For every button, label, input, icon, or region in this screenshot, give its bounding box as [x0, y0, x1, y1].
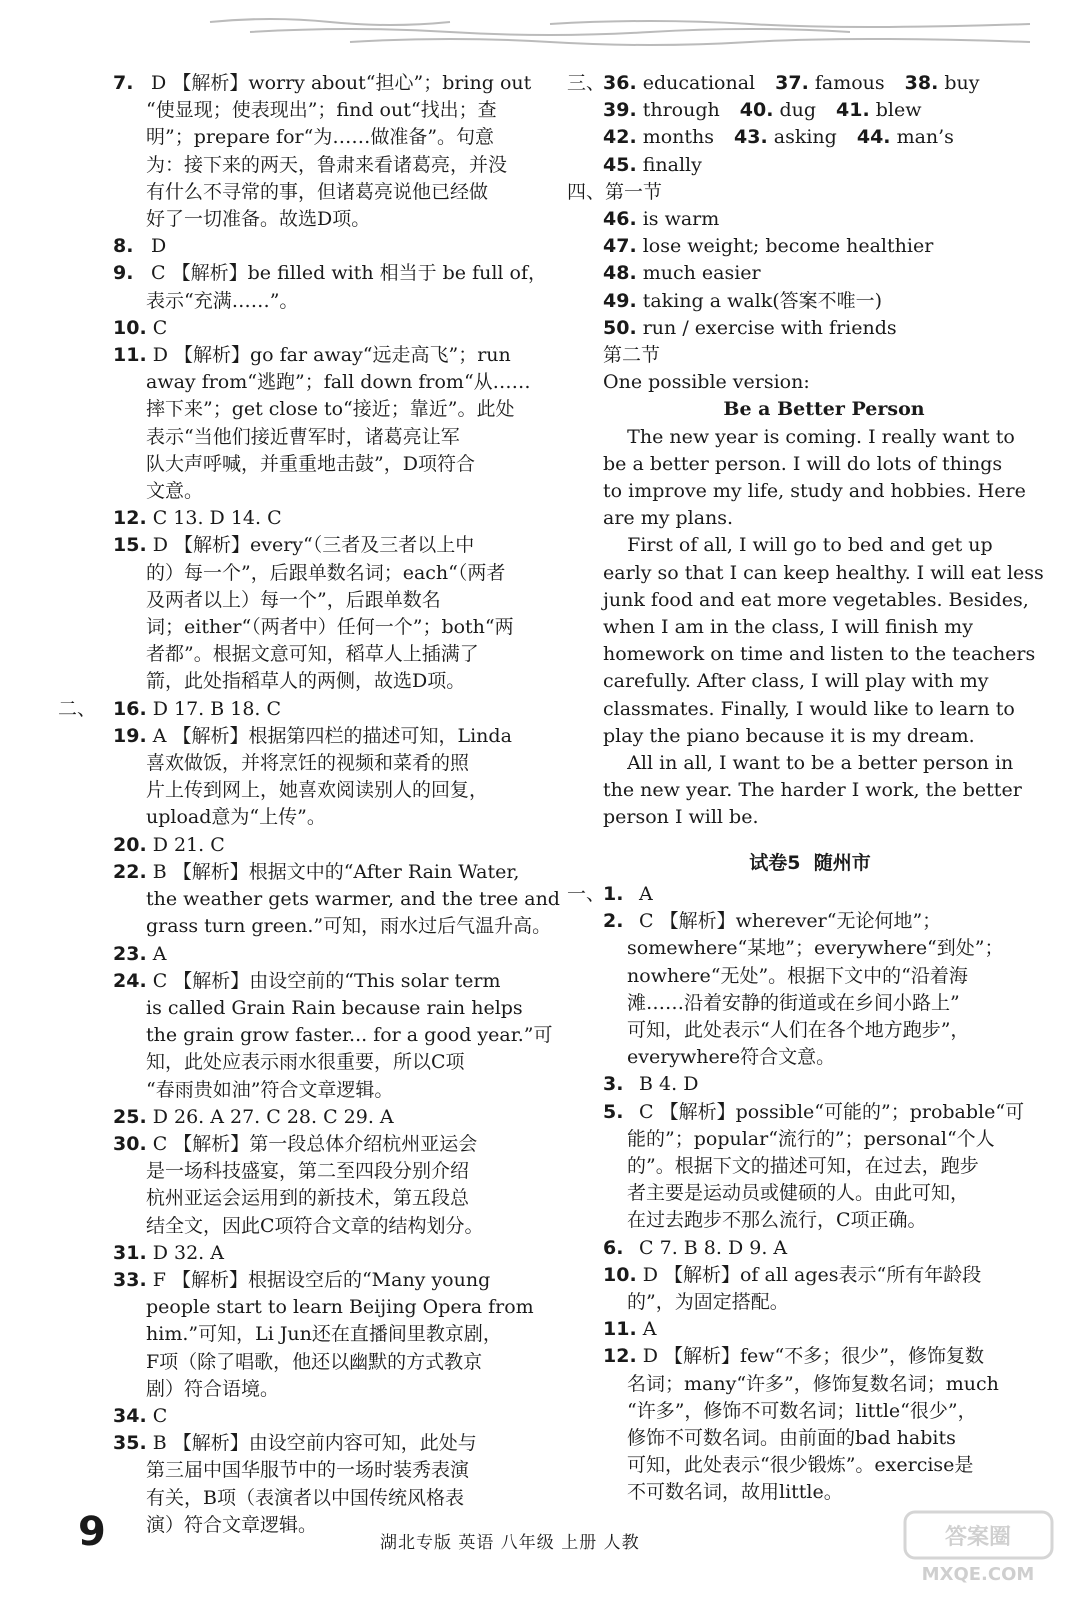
answer-text: 明”；prepare for“为……做准备”。句意: [146, 126, 495, 149]
answer-text: 滩……沿着安静的街道或在乡间小路上”: [627, 991, 960, 1014]
answer-first-line: [575, 1071, 1045, 1098]
answer-text: 杭州亚运会运用到的新技术，第五段总: [146, 1187, 470, 1210]
question-number: 49.: [603, 289, 637, 312]
answer-line: [80, 1294, 560, 1321]
answer-item: [80, 941, 560, 968]
essay-line: The new year is coming. I really want to: [603, 425, 1015, 448]
answer-first-line: [80, 505, 560, 532]
answer-line: [80, 1077, 560, 1104]
question-number: 37.: [775, 72, 809, 94]
question-number: 7.: [113, 72, 134, 94]
answer-line: [575, 1126, 1045, 1153]
question-number: 10.: [113, 316, 147, 339]
answer-item: [80, 723, 560, 832]
answer-text: upload意为“上传”。: [146, 806, 326, 829]
answer-line: [80, 1022, 560, 1049]
answer-text: F 【解析】根据设空后的“Many young: [152, 1268, 491, 1291]
question-number: 20.: [113, 833, 147, 856]
answer-text: C 【解析】wherever“无论何地”；: [639, 910, 942, 933]
answer-line: [80, 886, 560, 913]
question-number: 33.: [113, 1268, 147, 1291]
answer-text: A: [639, 882, 653, 905]
answer-first-line: [80, 1403, 560, 1430]
answer-text: C 【解析】第一段总体介绍杭州亚运会: [152, 1132, 478, 1155]
answer-line: [80, 750, 560, 777]
answer-text: 剧）符合语境。: [146, 1377, 280, 1400]
answer-text: 的）每一个”，后跟单数名词；each“（两者: [146, 561, 506, 584]
right-column: [567, 70, 1045, 1507]
answer-text: run / exercise with friends: [642, 316, 897, 339]
answer-first-line: [80, 260, 560, 287]
question-number: 5.: [603, 1100, 624, 1123]
answer-text: 的”。根据下文的描述可知，在过去，跑步: [627, 1154, 979, 1177]
essay-line: early so that I can keep healthy. I will eat less: [603, 561, 1044, 584]
essay-line: person I will be.: [603, 806, 759, 829]
answer-first-line: [575, 1343, 1045, 1370]
essay-paragraph: [575, 424, 1045, 533]
answer-line: [80, 641, 560, 668]
answer-text: 可知，此处表示“很少锻炼”。exercise是: [627, 1454, 974, 1477]
answer-line: [575, 1207, 1045, 1234]
answer-text: man’s: [896, 126, 954, 149]
question-number: 40.: [739, 99, 774, 122]
watermark-logo: [901, 1508, 1056, 1588]
answer-item: [80, 1430, 560, 1539]
written-answer-row: [575, 233, 1045, 260]
answer-line: [80, 587, 560, 614]
answer-text: 知，此处应表示雨水很重要，所以C项: [146, 1051, 465, 1074]
answer-line: [80, 1485, 560, 1512]
possible-version-label: One possible version:: [603, 371, 810, 394]
answer-text: 的”，为固定搭配。: [627, 1290, 789, 1313]
question-number: 9.: [113, 262, 134, 285]
question-number: 12.: [603, 1345, 637, 1368]
question-number: 41.: [836, 99, 870, 122]
answer-text: D 【解析】go far away“远走高飞”；run: [152, 344, 511, 367]
answer-line: [575, 1289, 1045, 1316]
answer-text: everywhere符合文意。: [627, 1046, 836, 1069]
answer-text: 在过去跑步不那么流行，C项正确。: [627, 1209, 927, 1232]
answer-line: [80, 668, 560, 695]
answer-text: “春雨贵如油”符合文章逻辑。: [146, 1078, 394, 1101]
answer-first-line: [80, 1131, 560, 1158]
answer-item: [80, 260, 560, 314]
answer-text: A 【解析】根据第四栏的描述可知，Linda: [152, 724, 512, 747]
answer-line: [575, 990, 1045, 1017]
question-number: 19.: [113, 724, 147, 747]
answer-item: [80, 532, 560, 695]
answer-item: [575, 1262, 1045, 1316]
answer-item: [575, 1343, 1045, 1506]
answer-line: [80, 206, 560, 233]
section-marker: 一、: [567, 882, 606, 905]
answer-text: 及两者以上）每一个”，后跟单数名: [146, 588, 441, 611]
answer-text: D 21. C: [152, 833, 225, 856]
answer-first-line: [80, 859, 560, 886]
answer-text: 表示“充满……”。: [146, 289, 299, 312]
answer-text: 第三届中国华服节中的一场时装秀表演: [146, 1459, 470, 1482]
answer-first-line: [80, 233, 560, 260]
answer-line: [80, 1185, 560, 1212]
answer-text: B 4. D: [639, 1073, 699, 1096]
answer-text: much easier: [642, 262, 761, 285]
answer-text: 片上传到网上，她喜欢阅读别人的回复，: [146, 779, 489, 802]
answer-text: 摔下来”；get close to“接近；靠近”。此处: [146, 398, 515, 421]
answer-line: [80, 913, 560, 940]
answer-text: C 13. D 14. C: [152, 507, 282, 530]
answer-item: [575, 1099, 1045, 1235]
question-number: 3.: [603, 1073, 624, 1096]
answer-text: 有关，B项（表演者以中国传统风格表: [146, 1486, 464, 1509]
written-answer-row: [575, 260, 1045, 287]
answer-first-line: [567, 881, 1045, 908]
answer-line: [80, 396, 560, 423]
answer-first-line: [80, 832, 560, 859]
question-number: 31.: [113, 1241, 147, 1264]
essay-line: when I am in the class, I will finish my: [603, 616, 973, 639]
answer-text: lose weight; become healthier: [642, 235, 934, 258]
answer-line: [575, 963, 1045, 990]
essay-line: junk food and eat more vegetables. Besides,: [603, 588, 1029, 611]
answer-text: D 32. A: [152, 1241, 224, 1264]
answer-line: [80, 777, 560, 804]
answer-text: is warm: [642, 208, 720, 231]
answer-text: the grain grow faster... for a good year.”可: [146, 1024, 553, 1047]
fill-blank-row: [567, 70, 1045, 97]
answer-line: [575, 1017, 1045, 1044]
answer-text: D: [151, 235, 167, 258]
question-number: 35.: [113, 1432, 147, 1455]
svg-text:答案圈: 答案圈: [944, 1525, 1012, 1550]
essay-line: carefully. After class, I will play with my: [603, 670, 989, 693]
written-answer-row: [575, 315, 1045, 342]
answer-text: educational: [642, 72, 756, 94]
answer-line: [575, 1371, 1045, 1398]
answer-line: [80, 152, 560, 179]
answer-item: [80, 859, 560, 941]
answer-text: him.”可知，Li Jun还在直播间里教京剧，: [146, 1323, 502, 1346]
answer-line: [575, 1180, 1045, 1207]
answer-text: 好了一切准备。故选D项。: [146, 208, 371, 231]
answer-line: [80, 1158, 560, 1185]
answer-text: 者都”。根据文意可知，稻草人上插满了: [146, 643, 479, 666]
answer-line: [80, 614, 560, 641]
answer-text: 有什么不寻常的事，但诸葛亮说他已经做: [146, 180, 489, 203]
left-column: [58, 70, 560, 1539]
answer-line: [575, 1425, 1045, 1452]
answer-item: [575, 1235, 1045, 1262]
svg-text:MXQE.COM: MXQE.COM: [921, 1564, 1035, 1585]
essay-title: Be a Better Person: [723, 398, 925, 421]
answer-line: [575, 935, 1045, 962]
question-number: 22.: [113, 860, 147, 883]
question-number: 47.: [603, 235, 637, 258]
answer-text: blew: [875, 99, 922, 122]
answer-text: D 【解析】of all ages表示“所有年龄段: [642, 1263, 982, 1286]
answer-item: [80, 315, 560, 342]
answer-item: [58, 696, 560, 723]
question-number: 38.: [904, 72, 939, 94]
answer-text: away from“逃跑”；fall down from“从……: [146, 371, 531, 394]
essay-line: homework on time and listen to the teachers: [603, 643, 1036, 666]
answer-first-line: [80, 315, 560, 342]
answer-text: C 【解析】be filled with 相当于 be full of，: [151, 262, 548, 285]
answer-item: [80, 1131, 560, 1240]
answer-text: A: [152, 942, 167, 965]
essay-line: are my plans.: [603, 507, 734, 530]
answer-first-line: [575, 1262, 1045, 1289]
answer-line: [80, 1376, 560, 1403]
answer-text: 喜欢做饭，并将烹饪的视频和菜肴的照: [146, 752, 470, 775]
answer-first-line: [80, 70, 560, 97]
answer-text: 为：接下来的两天，鲁肃来看诸葛亮，并没: [146, 153, 508, 176]
answer-text: 演）符合文章逻辑。: [146, 1513, 318, 1536]
answer-text: 修饰不可数名词。由前面的bad habits: [627, 1426, 956, 1449]
answer-text: through: [642, 99, 720, 122]
answer-item: [567, 881, 1045, 908]
answer-line: [80, 995, 560, 1022]
essay-line: the new year. The harder I work, the better: [603, 779, 1022, 802]
written-answer-row: [575, 288, 1045, 315]
answer-line: [80, 424, 560, 451]
answer-first-line: [58, 696, 560, 723]
answer-first-line: [575, 1235, 1045, 1262]
answer-item: [80, 505, 560, 532]
section-marker: 三、: [567, 72, 606, 94]
answer-text: 不可数名词，故用little。: [627, 1481, 843, 1504]
part-heading: 第二节: [603, 344, 661, 367]
answer-line: [80, 288, 560, 315]
question-number: 42.: [603, 126, 637, 149]
essay-line: be a better person. I will do lots of things: [603, 452, 1003, 475]
answer-line: [80, 451, 560, 478]
answer-item: [80, 342, 560, 505]
answer-text: buy: [944, 72, 980, 94]
answer-first-line: [80, 968, 560, 995]
answer-line: [575, 1479, 1045, 1506]
answer-line: [575, 1044, 1045, 1071]
question-number: 23.: [113, 942, 147, 965]
footer-edition-text: 湖北专版 英语 八年级 上册 人教: [380, 1533, 640, 1553]
question-number: 43.: [734, 126, 768, 149]
answer-text: 表示“当他们接近曹军时，诸葛亮让军: [146, 425, 460, 448]
answer-line: [80, 1457, 560, 1484]
question-number: 1.: [603, 882, 624, 905]
answer-text: 队大声呼喊，并重重地击鼓”，D项符合: [146, 452, 475, 475]
answer-text: A: [642, 1318, 657, 1341]
question-number: 11.: [603, 1318, 637, 1341]
answer-text: 文意。: [146, 480, 204, 503]
essay-line: All in all, I want to be a better person in: [603, 752, 1014, 775]
question-number: 15.: [113, 534, 147, 557]
essay-paragraph: [575, 532, 1045, 750]
question-number: 2.: [603, 910, 624, 933]
answer-line: [80, 478, 560, 505]
answer-item: [80, 1104, 560, 1131]
answer-text: “使显现；使表现出”；find out“找出；查: [146, 99, 497, 122]
answer-line: [575, 1452, 1045, 1479]
question-number: 45.: [603, 153, 637, 176]
answer-text: F项（除了唱歌，他还以幽默的方式教京: [146, 1350, 483, 1373]
answer-text: D 17. B 18. C: [152, 697, 282, 720]
answer-item: [575, 908, 1045, 1071]
answer-line: [80, 1049, 560, 1076]
question-number: 36.: [603, 72, 637, 94]
answer-text: “许多”，修饰不可数名词；little“很少”，: [627, 1399, 977, 1422]
answer-item: [80, 1403, 560, 1430]
answer-text: D 【解析】worry about“担心”；bring out: [151, 72, 532, 94]
answer-first-line: [80, 941, 560, 968]
essay-line: play the piano because it is my dream.: [603, 724, 975, 747]
fill-blank-row: [575, 97, 1045, 124]
answer-line: [80, 179, 560, 206]
question-number: 8.: [113, 235, 134, 258]
answer-text: nowhere“无处”。根据下文中的“沿着海: [627, 964, 968, 987]
answer-text: is called Grain Rain because rain helps: [146, 996, 523, 1019]
answer-first-line: [80, 1104, 560, 1131]
answer-text: D 【解析】few“不多；很少”，修饰复数: [642, 1345, 984, 1368]
question-number: 25.: [113, 1105, 147, 1128]
answer-text: C 7. B 8. D 9. A: [639, 1236, 788, 1259]
essay-line: First of all, I will go to bed and get up: [603, 534, 993, 557]
answer-line: [80, 124, 560, 151]
question-number: 39.: [603, 99, 637, 122]
fill-blank-row: [575, 124, 1045, 151]
question-number: 12.: [113, 507, 147, 530]
question-number: 24.: [113, 969, 147, 992]
section-marker: 二、: [58, 697, 97, 720]
answer-text: finally: [642, 153, 702, 176]
question-number: 16.: [113, 697, 147, 720]
answer-line: [80, 369, 560, 396]
answer-text: D 【解析】every“（三者及三者以上中: [152, 534, 475, 557]
fill-blank-row: [575, 152, 1045, 179]
answer-text: somewhere“某地”；everywhere“到处”；: [627, 937, 1004, 960]
answer-line: [575, 1153, 1045, 1180]
answer-first-line: [80, 723, 560, 750]
answer-text: C: [152, 1404, 168, 1427]
answer-text: asking: [773, 126, 837, 149]
answer-line: [80, 1321, 560, 1348]
answer-text: 词；either“（两者中）任何一个”；both“两: [146, 616, 514, 639]
answer-first-line: [575, 1316, 1045, 1343]
answer-item: [575, 1071, 1045, 1098]
question-number: 44.: [856, 126, 891, 149]
answer-item: [80, 70, 560, 233]
answer-text: 结全文，因此C项符合文章的结构划分。: [146, 1214, 484, 1237]
answer-item: [575, 1316, 1045, 1343]
answer-item: [80, 1267, 560, 1403]
answer-first-line: [575, 1099, 1045, 1126]
question-number: 46.: [603, 208, 637, 231]
answer-first-line: [80, 1430, 560, 1457]
section-heading: 四、第一节: [567, 180, 663, 203]
paper-heading: 试卷5 随州市: [749, 851, 871, 874]
answer-line: [80, 1349, 560, 1376]
question-number: 48.: [603, 262, 637, 285]
answer-line: [80, 560, 560, 587]
answer-line: [575, 1398, 1045, 1425]
answer-first-line: [80, 342, 560, 369]
answer-text: C: [152, 316, 168, 339]
answer-text: 是一场科技盛宴，第二至四段分别介绍: [146, 1160, 470, 1183]
answer-item: [80, 968, 560, 1104]
answer-text: 名词；many“许多”，修饰复数名词；much: [627, 1372, 999, 1395]
question-number: 6.: [603, 1236, 624, 1259]
page-number: 9: [78, 1509, 106, 1555]
answer-text: D 26. A 27. C 28. C 29. A: [152, 1105, 394, 1128]
answer-text: 箭，此处指稻草人的两侧，故选D项。: [146, 670, 466, 693]
answer-first-line: [80, 1267, 560, 1294]
answer-text: C 【解析】possible“可能的”；probable“可: [639, 1100, 1025, 1123]
question-number: 11.: [113, 344, 147, 367]
answer-text: B 【解析】根据文中的“After Rain Water,: [152, 860, 520, 883]
answer-item: [80, 832, 560, 859]
essay-line: classmates. Finally, I would like to learn to: [603, 697, 1015, 720]
essay-line: to improve my life, study and hobbies. Here: [603, 480, 1026, 503]
answer-line: [80, 1213, 560, 1240]
answer-text: 能的”；popular“流行的”；personal“个人: [627, 1127, 995, 1150]
answer-text: taking a walk(答案不唯一): [642, 289, 883, 312]
answer-text: 者主要是运动员或健硕的人。由此可知，: [627, 1182, 970, 1205]
answer-text: famous: [814, 72, 885, 94]
question-number: 30.: [113, 1132, 147, 1155]
answer-line: [80, 804, 560, 831]
answer-text: people start to learn Beijing Opera from: [146, 1296, 534, 1319]
answer-line: [80, 97, 560, 124]
answer-first-line: [80, 532, 560, 559]
header-decoration: [150, 14, 1050, 54]
answer-text: B 【解析】由设空前内容可知，此处与: [152, 1432, 477, 1455]
answer-text: C 【解析】由设空前的“This solar term: [152, 969, 501, 992]
answer-text: the weather gets warmer, and the tree and: [146, 888, 560, 911]
answer-item: [80, 1240, 560, 1267]
question-number: 10.: [603, 1263, 637, 1286]
question-number: 50.: [603, 316, 637, 339]
answer-item: [80, 233, 560, 260]
essay-paragraph: [575, 750, 1045, 832]
answer-first-line: [575, 908, 1045, 935]
answer-text: grass turn green.”可知，雨水过后气温升高。: [146, 915, 552, 938]
question-number: 34.: [113, 1404, 147, 1427]
answer-text: dug: [779, 99, 817, 122]
written-answer-row: [575, 206, 1045, 233]
answer-text: months: [642, 126, 715, 149]
answer-first-line: [80, 1240, 560, 1267]
answer-text: 可知，此处表示“人们在各个地方跑步”，: [627, 1018, 970, 1041]
